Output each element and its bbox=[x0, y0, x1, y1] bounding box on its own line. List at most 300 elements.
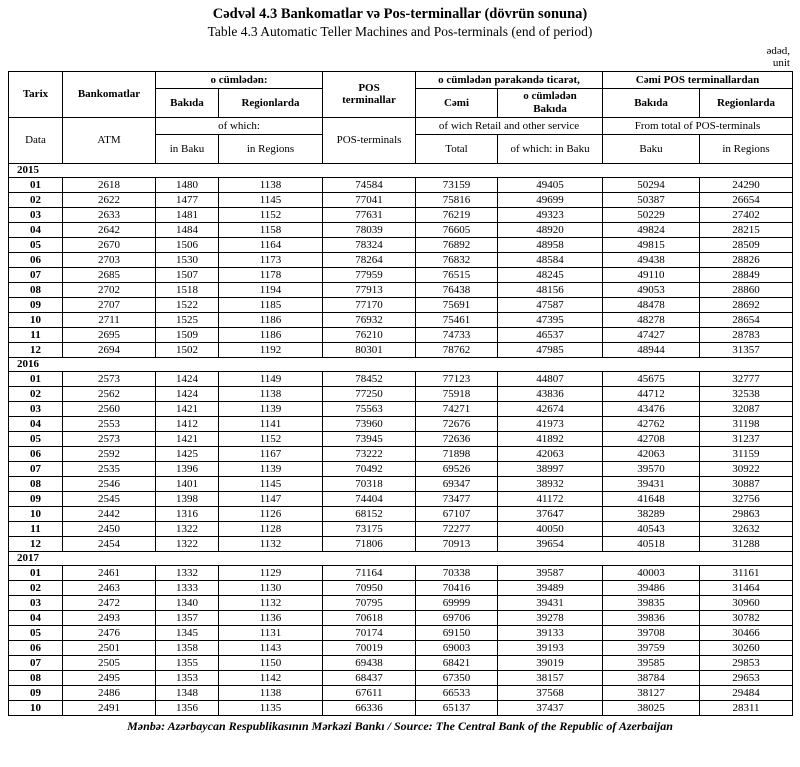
value-cell: 1506 bbox=[156, 237, 219, 252]
value-cell: 1525 bbox=[156, 312, 219, 327]
header-regionlarda-2: Regionlarda bbox=[700, 88, 793, 117]
value-cell: 49438 bbox=[603, 252, 700, 267]
value-cell: 75816 bbox=[416, 192, 498, 207]
value-cell: 73960 bbox=[323, 416, 416, 431]
value-cell: 1138 bbox=[219, 177, 323, 192]
value-cell: 75918 bbox=[416, 386, 498, 401]
month-cell: 02 bbox=[9, 386, 63, 401]
value-cell: 66533 bbox=[416, 685, 498, 700]
value-cell: 50294 bbox=[603, 177, 700, 192]
value-cell: 1126 bbox=[219, 506, 323, 521]
month-cell: 07 bbox=[9, 267, 63, 282]
value-cell: 1152 bbox=[219, 431, 323, 446]
value-cell: 1173 bbox=[219, 252, 323, 267]
table-row bbox=[9, 431, 793, 446]
value-cell: 29653 bbox=[700, 670, 793, 685]
month-cell: 07 bbox=[9, 655, 63, 670]
value-cell: 49323 bbox=[498, 207, 603, 222]
table-row bbox=[9, 282, 793, 297]
month-cell: 01 bbox=[9, 371, 63, 386]
value-cell: 1145 bbox=[219, 476, 323, 491]
value-cell: 1145 bbox=[219, 192, 323, 207]
value-cell: 1333 bbox=[156, 580, 219, 595]
value-cell: 1132 bbox=[219, 595, 323, 610]
value-cell: 41973 bbox=[498, 416, 603, 431]
header-bakida-2: Bakıda bbox=[603, 88, 700, 117]
table-row bbox=[9, 461, 793, 476]
year-label: 2017 bbox=[9, 551, 793, 565]
value-cell: 1194 bbox=[219, 282, 323, 297]
table-row bbox=[9, 327, 793, 342]
value-cell: 44712 bbox=[603, 386, 700, 401]
value-cell: 1507 bbox=[156, 267, 219, 282]
value-cell: 72636 bbox=[416, 431, 498, 446]
value-cell: 70174 bbox=[323, 625, 416, 640]
value-cell: 38932 bbox=[498, 476, 603, 491]
value-cell: 27402 bbox=[700, 207, 793, 222]
value-cell: 29863 bbox=[700, 506, 793, 521]
value-cell: 1357 bbox=[156, 610, 219, 625]
value-cell: 1348 bbox=[156, 685, 219, 700]
table-row bbox=[9, 491, 793, 506]
value-cell: 1143 bbox=[219, 640, 323, 655]
value-cell: 1131 bbox=[219, 625, 323, 640]
value-cell: 68437 bbox=[323, 670, 416, 685]
value-cell: 31357 bbox=[700, 342, 793, 357]
value-cell: 1358 bbox=[156, 640, 219, 655]
value-cell: 76605 bbox=[416, 222, 498, 237]
value-cell: 2711 bbox=[63, 312, 156, 327]
header-bankomatlar: Bankomatlar bbox=[63, 71, 156, 117]
value-cell: 31464 bbox=[700, 580, 793, 595]
value-cell: 69999 bbox=[416, 595, 498, 610]
value-cell: 1355 bbox=[156, 655, 219, 670]
value-cell: 74404 bbox=[323, 491, 416, 506]
month-cell: 03 bbox=[9, 207, 63, 222]
value-cell: 1412 bbox=[156, 416, 219, 431]
month-cell: 12 bbox=[9, 342, 63, 357]
value-cell: 38025 bbox=[603, 700, 700, 715]
month-cell: 08 bbox=[9, 670, 63, 685]
month-cell: 05 bbox=[9, 625, 63, 640]
header-tarix: Tarix bbox=[9, 71, 63, 117]
value-cell: 70318 bbox=[323, 476, 416, 491]
value-cell: 47395 bbox=[498, 312, 603, 327]
month-cell: 08 bbox=[9, 476, 63, 491]
month-cell: 07 bbox=[9, 461, 63, 476]
value-cell: 39654 bbox=[498, 536, 603, 551]
value-cell: 2618 bbox=[63, 177, 156, 192]
header-cemi: Cəmi bbox=[416, 88, 498, 117]
data-table bbox=[8, 71, 793, 716]
value-cell: 50387 bbox=[603, 192, 700, 207]
table-row bbox=[9, 192, 793, 207]
value-cell: 1425 bbox=[156, 446, 219, 461]
unit-note-en: unit bbox=[772, 57, 790, 70]
value-cell: 1139 bbox=[219, 401, 323, 416]
value-cell: 49815 bbox=[603, 237, 700, 252]
value-cell: 41648 bbox=[603, 491, 700, 506]
value-cell: 69438 bbox=[323, 655, 416, 670]
header-retail-service: of wich Retail and other service bbox=[416, 117, 603, 134]
table-row bbox=[9, 476, 793, 491]
value-cell: 39708 bbox=[603, 625, 700, 640]
value-cell: 1138 bbox=[219, 386, 323, 401]
value-cell: 48920 bbox=[498, 222, 603, 237]
value-cell: 1345 bbox=[156, 625, 219, 640]
value-cell: 1477 bbox=[156, 192, 219, 207]
value-cell: 1522 bbox=[156, 297, 219, 312]
value-cell: 49110 bbox=[603, 267, 700, 282]
value-cell: 28826 bbox=[700, 252, 793, 267]
value-cell: 2702 bbox=[63, 282, 156, 297]
value-cell: 1192 bbox=[219, 342, 323, 357]
table-body bbox=[9, 163, 793, 715]
value-cell: 2545 bbox=[63, 491, 156, 506]
value-cell: 2695 bbox=[63, 327, 156, 342]
value-cell: 69150 bbox=[416, 625, 498, 640]
value-cell: 1147 bbox=[219, 491, 323, 506]
value-cell: 42674 bbox=[498, 401, 603, 416]
month-cell: 09 bbox=[9, 491, 63, 506]
value-cell: 2670 bbox=[63, 237, 156, 252]
table-row bbox=[9, 401, 793, 416]
year-row bbox=[9, 163, 793, 177]
value-cell: 39019 bbox=[498, 655, 603, 670]
value-cell: 38127 bbox=[603, 685, 700, 700]
header-from-total-pos: From total of POS-terminals bbox=[603, 117, 793, 134]
value-cell: 40003 bbox=[603, 565, 700, 580]
month-cell: 03 bbox=[9, 401, 63, 416]
value-cell: 42063 bbox=[498, 446, 603, 461]
value-cell: 70019 bbox=[323, 640, 416, 655]
value-cell: 1186 bbox=[219, 327, 323, 342]
month-cell: 09 bbox=[9, 297, 63, 312]
month-cell: 10 bbox=[9, 506, 63, 521]
value-cell: 1480 bbox=[156, 177, 219, 192]
value-cell: 43836 bbox=[498, 386, 603, 401]
value-cell: 39585 bbox=[603, 655, 700, 670]
value-cell: 2454 bbox=[63, 536, 156, 551]
value-cell: 2546 bbox=[63, 476, 156, 491]
value-cell: 2442 bbox=[63, 506, 156, 521]
value-cell: 47985 bbox=[498, 342, 603, 357]
value-cell: 70795 bbox=[323, 595, 416, 610]
value-cell: 30922 bbox=[700, 461, 793, 476]
value-cell: 39133 bbox=[498, 625, 603, 640]
table-row bbox=[9, 237, 793, 252]
month-cell: 11 bbox=[9, 521, 63, 536]
value-cell: 39486 bbox=[603, 580, 700, 595]
value-cell: 2703 bbox=[63, 252, 156, 267]
month-cell: 04 bbox=[9, 416, 63, 431]
header-total: Total bbox=[416, 134, 498, 163]
value-cell: 38289 bbox=[603, 506, 700, 521]
value-cell: 28311 bbox=[700, 700, 793, 715]
value-cell: 1398 bbox=[156, 491, 219, 506]
value-cell: 30260 bbox=[700, 640, 793, 655]
value-cell: 70492 bbox=[323, 461, 416, 476]
value-cell: 32777 bbox=[700, 371, 793, 386]
value-cell: 2694 bbox=[63, 342, 156, 357]
value-cell: 47587 bbox=[498, 297, 603, 312]
value-cell: 67350 bbox=[416, 670, 498, 685]
value-cell: 1178 bbox=[219, 267, 323, 282]
value-cell: 69003 bbox=[416, 640, 498, 655]
value-cell: 1139 bbox=[219, 461, 323, 476]
value-cell: 67611 bbox=[323, 685, 416, 700]
value-cell: 1421 bbox=[156, 401, 219, 416]
month-cell: 10 bbox=[9, 312, 63, 327]
value-cell: 1481 bbox=[156, 207, 219, 222]
value-cell: 1150 bbox=[219, 655, 323, 670]
value-cell: 32632 bbox=[700, 521, 793, 536]
value-cell: 80301 bbox=[323, 342, 416, 357]
value-cell: 2501 bbox=[63, 640, 156, 655]
value-cell: 30466 bbox=[700, 625, 793, 640]
value-cell: 32756 bbox=[700, 491, 793, 506]
value-cell: 1142 bbox=[219, 670, 323, 685]
value-cell: 1135 bbox=[219, 700, 323, 715]
value-cell: 77913 bbox=[323, 282, 416, 297]
value-cell: 39193 bbox=[498, 640, 603, 655]
table-row bbox=[9, 312, 793, 327]
value-cell: 2463 bbox=[63, 580, 156, 595]
table-row bbox=[9, 640, 793, 655]
value-cell: 1421 bbox=[156, 431, 219, 446]
header-pos-terminals: POS-terminals bbox=[323, 117, 416, 163]
value-cell: 49699 bbox=[498, 192, 603, 207]
value-cell: 66336 bbox=[323, 700, 416, 715]
value-cell: 78452 bbox=[323, 371, 416, 386]
value-cell: 2642 bbox=[63, 222, 156, 237]
year-label: 2016 bbox=[9, 357, 793, 371]
value-cell: 1316 bbox=[156, 506, 219, 521]
value-cell: 48478 bbox=[603, 297, 700, 312]
header-perakende-ticaret: o cümlədən pərakəndə ticarət, bbox=[416, 71, 603, 88]
value-cell: 39278 bbox=[498, 610, 603, 625]
value-cell: 78324 bbox=[323, 237, 416, 252]
value-cell: 76219 bbox=[416, 207, 498, 222]
year-label: 2015 bbox=[9, 163, 793, 177]
header-in-regions-2: in Regions bbox=[700, 134, 793, 163]
table-row bbox=[9, 655, 793, 670]
value-cell: 48944 bbox=[603, 342, 700, 357]
value-cell: 31237 bbox=[700, 431, 793, 446]
table-row bbox=[9, 595, 793, 610]
month-cell: 01 bbox=[9, 177, 63, 192]
header-atm: ATM bbox=[63, 117, 156, 163]
value-cell: 1322 bbox=[156, 536, 219, 551]
value-cell: 28692 bbox=[700, 297, 793, 312]
value-cell: 38784 bbox=[603, 670, 700, 685]
value-cell: 2560 bbox=[63, 401, 156, 416]
month-cell: 09 bbox=[9, 685, 63, 700]
value-cell: 70416 bbox=[416, 580, 498, 595]
value-cell: 1141 bbox=[219, 416, 323, 431]
value-cell: 43476 bbox=[603, 401, 700, 416]
value-cell: 74271 bbox=[416, 401, 498, 416]
value-cell: 74584 bbox=[323, 177, 416, 192]
table-row bbox=[9, 670, 793, 685]
header-of-which-in-baku: of which: in Baku bbox=[498, 134, 603, 163]
value-cell: 77959 bbox=[323, 267, 416, 282]
value-cell: 76932 bbox=[323, 312, 416, 327]
value-cell: 28654 bbox=[700, 312, 793, 327]
value-cell: 1530 bbox=[156, 252, 219, 267]
value-cell: 71898 bbox=[416, 446, 498, 461]
table-row bbox=[9, 267, 793, 282]
value-cell: 28849 bbox=[700, 267, 793, 282]
value-cell: 38157 bbox=[498, 670, 603, 685]
value-cell: 44807 bbox=[498, 371, 603, 386]
table-row bbox=[9, 685, 793, 700]
value-cell: 78039 bbox=[323, 222, 416, 237]
value-cell: 37568 bbox=[498, 685, 603, 700]
value-cell: 2573 bbox=[63, 371, 156, 386]
value-cell: 48245 bbox=[498, 267, 603, 282]
value-cell: 31288 bbox=[700, 536, 793, 551]
value-cell: 2562 bbox=[63, 386, 156, 401]
table-row bbox=[9, 625, 793, 640]
value-cell: 1424 bbox=[156, 386, 219, 401]
value-cell: 2622 bbox=[63, 192, 156, 207]
value-cell: 39836 bbox=[603, 610, 700, 625]
month-cell: 02 bbox=[9, 580, 63, 595]
header-o-cumleden-bakida: o cümlədən Bakıda bbox=[498, 88, 603, 117]
value-cell: 40050 bbox=[498, 521, 603, 536]
value-cell: 39835 bbox=[603, 595, 700, 610]
value-cell: 76832 bbox=[416, 252, 498, 267]
value-cell: 41172 bbox=[498, 491, 603, 506]
table-row bbox=[9, 371, 793, 386]
value-cell: 46537 bbox=[498, 327, 603, 342]
month-cell: 11 bbox=[9, 327, 63, 342]
value-cell: 1130 bbox=[219, 580, 323, 595]
value-cell: 1164 bbox=[219, 237, 323, 252]
value-cell: 49405 bbox=[498, 177, 603, 192]
value-cell: 42762 bbox=[603, 416, 700, 431]
value-cell: 69347 bbox=[416, 476, 498, 491]
month-cell: 06 bbox=[9, 446, 63, 461]
value-cell: 29853 bbox=[700, 655, 793, 670]
header-pos-terminallar: POS terminallar bbox=[323, 71, 416, 117]
page-title: Cədvəl 4.3 Bankomatlar və Pos-terminallar (dövrün sonuna) bbox=[212, 6, 588, 22]
value-cell: 26654 bbox=[700, 192, 793, 207]
value-cell: 2505 bbox=[63, 655, 156, 670]
value-cell: 47427 bbox=[603, 327, 700, 342]
year-row bbox=[9, 357, 793, 371]
value-cell: 2476 bbox=[63, 625, 156, 640]
value-cell: 1332 bbox=[156, 565, 219, 580]
value-cell: 29484 bbox=[700, 685, 793, 700]
header-of-which: of which: bbox=[156, 117, 323, 134]
value-cell: 2493 bbox=[63, 610, 156, 625]
value-cell: 39587 bbox=[498, 565, 603, 580]
value-cell: 28215 bbox=[700, 222, 793, 237]
value-cell: 2685 bbox=[63, 267, 156, 282]
table-row bbox=[9, 386, 793, 401]
value-cell: 45675 bbox=[603, 371, 700, 386]
header-cemi-pos-terminallardan: Cəmi POS terminallardan bbox=[603, 71, 793, 88]
page-subtitle: Table 4.3 Automatic Teller Machines and Pos-terminals (end of period) bbox=[207, 24, 593, 40]
value-cell: 77631 bbox=[323, 207, 416, 222]
value-cell: 31159 bbox=[700, 446, 793, 461]
value-cell: 78264 bbox=[323, 252, 416, 267]
value-cell: 31198 bbox=[700, 416, 793, 431]
unit-note bbox=[8, 45, 792, 70]
value-cell: 1424 bbox=[156, 371, 219, 386]
value-cell: 76515 bbox=[416, 267, 498, 282]
month-cell: 04 bbox=[9, 222, 63, 237]
table-row bbox=[9, 536, 793, 551]
month-cell: 03 bbox=[9, 595, 63, 610]
value-cell: 1353 bbox=[156, 670, 219, 685]
month-cell: 10 bbox=[9, 700, 63, 715]
header-regionlarda: Regionlarda bbox=[219, 88, 323, 117]
table-row bbox=[9, 222, 793, 237]
value-cell: 39431 bbox=[498, 595, 603, 610]
value-cell: 1129 bbox=[219, 565, 323, 580]
table-row bbox=[9, 580, 793, 595]
value-cell: 2553 bbox=[63, 416, 156, 431]
value-cell: 73222 bbox=[323, 446, 416, 461]
month-cell: 08 bbox=[9, 282, 63, 297]
value-cell: 24290 bbox=[700, 177, 793, 192]
header-o-cumleden: o cümlədən: bbox=[156, 71, 323, 88]
table-row bbox=[9, 416, 793, 431]
table-row bbox=[9, 342, 793, 357]
year-row bbox=[9, 551, 793, 565]
value-cell: 38997 bbox=[498, 461, 603, 476]
value-cell: 75461 bbox=[416, 312, 498, 327]
table-row bbox=[9, 252, 793, 267]
table-row bbox=[9, 565, 793, 580]
value-cell: 68421 bbox=[416, 655, 498, 670]
month-cell: 04 bbox=[9, 610, 63, 625]
value-cell: 68152 bbox=[323, 506, 416, 521]
value-cell: 1322 bbox=[156, 521, 219, 536]
value-cell: 49824 bbox=[603, 222, 700, 237]
table-row bbox=[9, 297, 793, 312]
value-cell: 73175 bbox=[323, 521, 416, 536]
value-cell: 2495 bbox=[63, 670, 156, 685]
value-cell: 37437 bbox=[498, 700, 603, 715]
value-cell: 1340 bbox=[156, 595, 219, 610]
value-cell: 76438 bbox=[416, 282, 498, 297]
value-cell: 32087 bbox=[700, 401, 793, 416]
value-cell: 42063 bbox=[603, 446, 700, 461]
value-cell: 2486 bbox=[63, 685, 156, 700]
value-cell: 67107 bbox=[416, 506, 498, 521]
month-cell: 12 bbox=[9, 536, 63, 551]
value-cell: 1128 bbox=[219, 521, 323, 536]
value-cell: 48156 bbox=[498, 282, 603, 297]
value-cell: 70950 bbox=[323, 580, 416, 595]
table-header bbox=[9, 71, 793, 163]
value-cell: 28783 bbox=[700, 327, 793, 342]
value-cell: 76892 bbox=[416, 237, 498, 252]
value-cell: 2461 bbox=[63, 565, 156, 580]
value-cell: 70618 bbox=[323, 610, 416, 625]
value-cell: 1396 bbox=[156, 461, 219, 476]
value-cell: 49053 bbox=[603, 282, 700, 297]
value-cell: 28509 bbox=[700, 237, 793, 252]
value-cell: 71806 bbox=[323, 536, 416, 551]
header-data: Data bbox=[9, 117, 63, 163]
value-cell: 32538 bbox=[700, 386, 793, 401]
value-cell: 50229 bbox=[603, 207, 700, 222]
